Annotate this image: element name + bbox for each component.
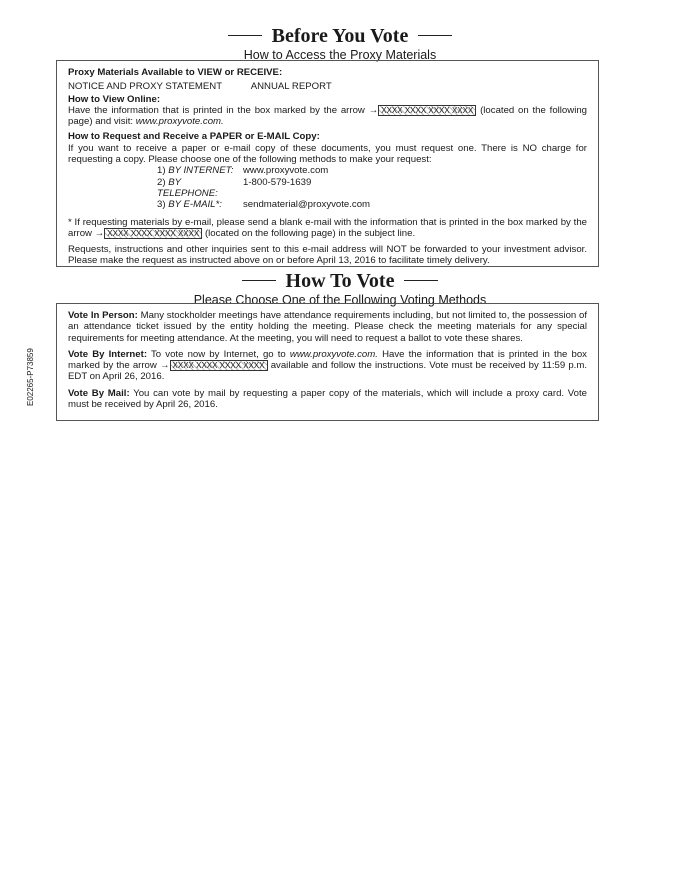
request-heading: How to Request and Receive a PAPER or E-MAIL Copy:	[68, 131, 320, 143]
view-online-text: Have the information that is printed in the box marked by the arrow → XXXX XXXX XXXX XXXX (located on the following page) and visit: www.proxyvote.com.	[68, 104, 587, 128]
section-subtitle: How to Access the Proxy Materials	[243, 47, 437, 62]
materials-list	[68, 81, 587, 92]
control-number-box: XXXX XXXX XXXX XXXX	[104, 228, 202, 239]
title-rule	[228, 35, 262, 36]
method-email: 3) BY E-MAIL*: sendmaterial@proxyvote.com	[157, 199, 371, 211]
request-note: Requests, instructions and other inquiries sent to this e-mail address will NOT be forwarded to your investment advisor. Please make the request as instructed above on or before April 13, 2016 to facilitate timely delivery.	[68, 244, 587, 267]
vote-by-internet: Vote By Internet: To vote now by Internet, go to www.proxyvote.com. Have the information that is printed in the box marked by the arrow → XXXX XXXX XXXX XXXX available and follow the instructions. Vote must be received by 11:59 p.m. EDT on April 26, 2016.	[68, 348, 587, 383]
document-code: E02265-P73859	[26, 348, 35, 406]
proxyvote-link[interactable]: www.proxyvote.com.	[135, 116, 224, 128]
email-footnote: * If requesting materials by e-mail, please send a blank e-mail with the information that is printed in the box marked by the arrow → XXXX XXXX XXXX XXXX (located on the following page) in the subject line.	[68, 216, 587, 239]
request-text: If you want to receive a paper or e-mail copy of these documents, you must request one. There is NO charge for requesting a copy. Please choose one of the following methods to make your request:	[68, 142, 587, 166]
material-item: ANNUAL REPORT	[250, 81, 332, 93]
how-to-vote-header	[0, 268, 680, 307]
method-internet: 1) BY INTERNET: www.proxyvote.com	[157, 165, 329, 177]
voting-methods-box	[56, 303, 599, 421]
materials-heading: Proxy Materials Available to VIEW or RECEIVE:	[68, 67, 283, 78]
material-item: NOTICE AND PROXY STATEMENT	[68, 81, 222, 93]
proxyvote-link[interactable]: www.proxyvote.com.	[289, 348, 378, 360]
arrow-icon: →	[368, 104, 379, 116]
method-value[interactable]: 1-800-579-1639	[243, 176, 312, 188]
vote-in-person: Vote In Person: Many stockholder meetings have attendance requirements including, but not limited to, the possession of an attendance ticket issued by the entity holding the meeting. Please check the meeting materials for any special requirements for meeting attendance. At the meeting, you will need to request a ballot to vote these shares.	[68, 310, 587, 344]
section-title: Before You Vote	[271, 24, 409, 47]
control-number-box: XXXX XXXX XXXX XXXX	[170, 360, 268, 371]
method-telephone: 2) BY TELEPHONE: 1-800-579-1639	[157, 176, 312, 199]
method-value[interactable]: www.proxyvote.com	[243, 165, 329, 177]
view-online-heading: How to View Online:	[68, 93, 161, 105]
before-you-vote-header	[0, 23, 680, 62]
vote-by-mail: Vote By Mail: You can vote by mail by requesting a paper copy of the materials, which will include a proxy card. Vote must be received by April 26, 2016.	[68, 387, 588, 411]
request-methods	[157, 165, 587, 210]
title-rule	[242, 280, 276, 281]
proxy-access-box	[56, 60, 599, 267]
arrow-icon: →	[94, 227, 105, 239]
method-value[interactable]: sendmaterial@proxyvote.com	[243, 199, 371, 211]
title-rule	[418, 35, 452, 36]
section-subtitle: Please Choose One of the Following Voting Methods	[193, 292, 487, 307]
title-rule	[404, 280, 438, 281]
arrow-icon: →	[159, 360, 170, 372]
control-number-box: XXXX XXXX XXXX XXXX	[378, 105, 476, 116]
section-title: How To Vote	[285, 269, 395, 292]
